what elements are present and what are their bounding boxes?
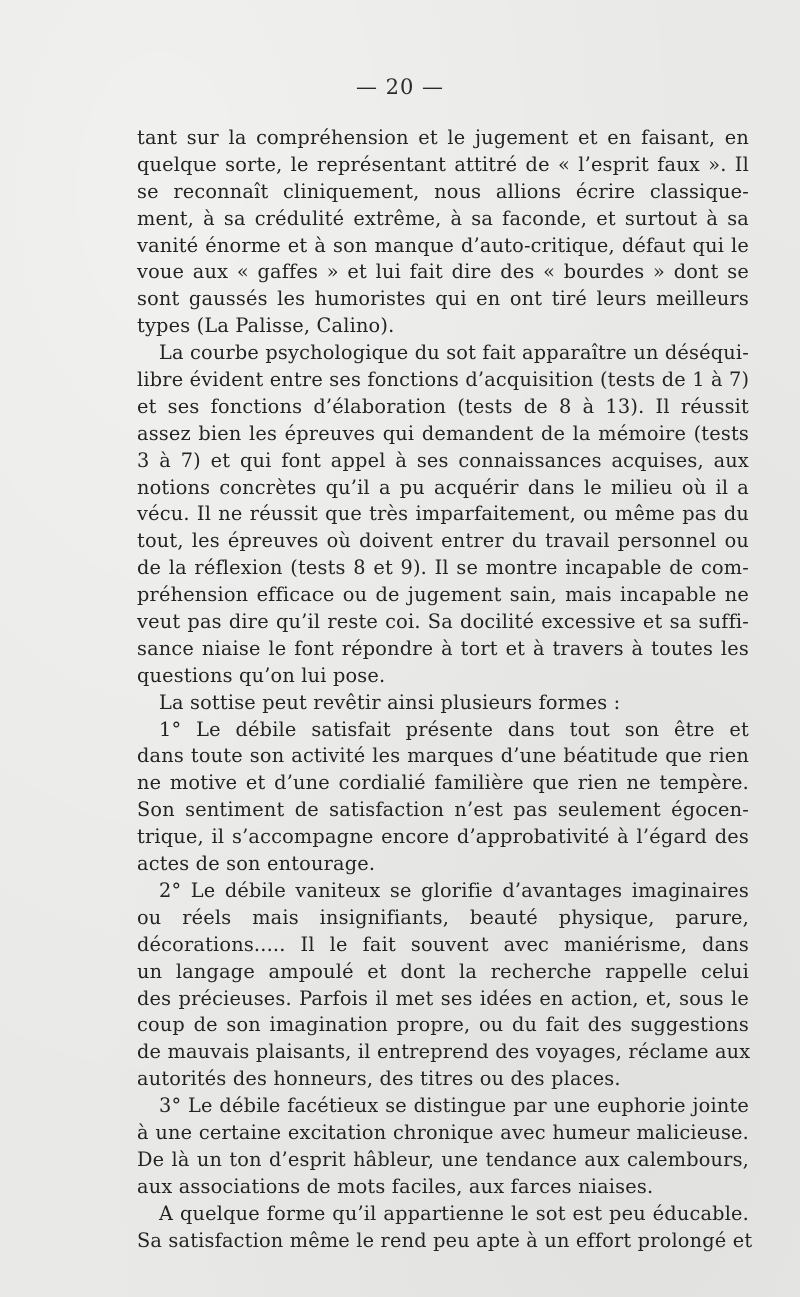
text-line: un langage ampoulé et dont la recherche rappelle celui bbox=[137, 959, 749, 983]
text-line: 1° Le débile satisfait présente dans tout son être et bbox=[159, 717, 749, 741]
text-line: questions qu’on lui pose. bbox=[137, 663, 386, 687]
text-line: A quelque forme qu’il appartienne le sot est peu éducable. bbox=[159, 1201, 749, 1225]
text-line: de la réflexion (tests 8 et 9). Il se montre incapable de com- bbox=[137, 556, 749, 580]
text-line: à une certaine excitation chronique avec humeur malicieuse. bbox=[137, 1120, 749, 1144]
text-line: sont gaussés les humoristes qui en ont tiré leurs meilleurs bbox=[137, 287, 749, 311]
text-line: tout, les épreuves où doivent entrer du travail personnel ou bbox=[137, 529, 749, 553]
body-text bbox=[137, 125, 753, 1254]
text-line: de mauvais plaisants, il entreprend des voyages, réclame aux bbox=[137, 1040, 751, 1064]
text-line: De là un ton d’esprit hâbleur, une tendance aux calembours, bbox=[137, 1147, 749, 1171]
text-line: Sa satisfaction même le rend peu apte à un effort prolongé et bbox=[137, 1228, 753, 1252]
text-line: décorations..... Il le fait souvent avec maniérisme, dans bbox=[137, 932, 749, 956]
text-line: 3° Le débile facétieux se distingue par une euphorie jointe bbox=[159, 1094, 749, 1118]
text-line: libre évident entre ses fonctions d’acquisition (tests de 1 à 7) bbox=[137, 368, 750, 392]
text-line: 2° Le débile vaniteux se glorifie d’avantages imaginaires bbox=[159, 878, 749, 902]
text-line: se reconnaît cliniquement, nous allions écrire classique- bbox=[137, 179, 749, 203]
text-line: sance niaise le font répondre à tort et à travers à toutes les bbox=[137, 636, 749, 660]
text-line: tant sur la compréhension et le jugement et en faisant, en bbox=[137, 126, 749, 149]
text-line: aux associations de mots faciles, aux farces niaises. bbox=[137, 1174, 654, 1198]
text-line: types (La Palisse, Calino). bbox=[137, 314, 395, 338]
text-line: ne motive et d’une cordialié familière que rien ne tempère. bbox=[137, 771, 749, 795]
text-line: voue aux « gaffes » et lui fait dire des « bourdes » dont se bbox=[137, 260, 749, 284]
text-line: La courbe psychologique du sot fait apparaître un déséqui- bbox=[159, 341, 749, 365]
text-line: trique, il s’accompagne encore d’approbativité à l’égard des bbox=[137, 825, 749, 849]
text-line: ment, à sa crédulité extrême, à sa faconde, et surtout à sa bbox=[137, 206, 749, 230]
text-line: autorités des honneurs, des titres ou des places. bbox=[137, 1067, 621, 1091]
text-line: ou réels mais insignifiants, beauté physique, parure, bbox=[137, 905, 749, 929]
text-line: actes de son entourage. bbox=[137, 852, 376, 876]
text-line: dans toute son activité les marques d’une béatitude que rien bbox=[137, 744, 749, 768]
text-line: Son sentiment de satisfaction n’est pas seulement égocen- bbox=[137, 798, 749, 822]
text-line: préhension efficace ou de jugement sain, mais incapable ne bbox=[137, 583, 749, 607]
text-line: notions concrètes qu’il a pu acquérir dans le milieu où il a bbox=[137, 475, 749, 499]
text-line: veut pas dire qu’il reste coi. Sa docilité excessive et sa suffi- bbox=[137, 610, 749, 634]
text-line: des précieuses. Parfois il met ses idées en action, et, sous le bbox=[137, 986, 749, 1010]
text-line: vanité énorme et à son manque d’auto-critique, défaut qui le bbox=[137, 233, 749, 257]
text-line: La sottise peut revêtir ainsi plusieurs formes : bbox=[159, 690, 621, 714]
page-number: — 20 — bbox=[355, 75, 445, 99]
text-line: assez bien les épreuves qui demandent de la mémoire (tests bbox=[137, 421, 749, 445]
text-line: quelque sorte, le représentant attitré de « l’esprit faux ». Il bbox=[137, 152, 749, 176]
text-line: vécu. Il ne réussit que très imparfaitement, ou même pas du bbox=[137, 502, 749, 526]
text-line: coup de son imagination propre, ou du fait des suggestions bbox=[137, 1013, 749, 1037]
text-line: 3 à 7) et qui font appel à ses connaissances acquises, aux bbox=[137, 448, 749, 472]
text-line: et ses fonctions d’élaboration (tests de 8 à 13). Il réussit bbox=[137, 394, 749, 418]
